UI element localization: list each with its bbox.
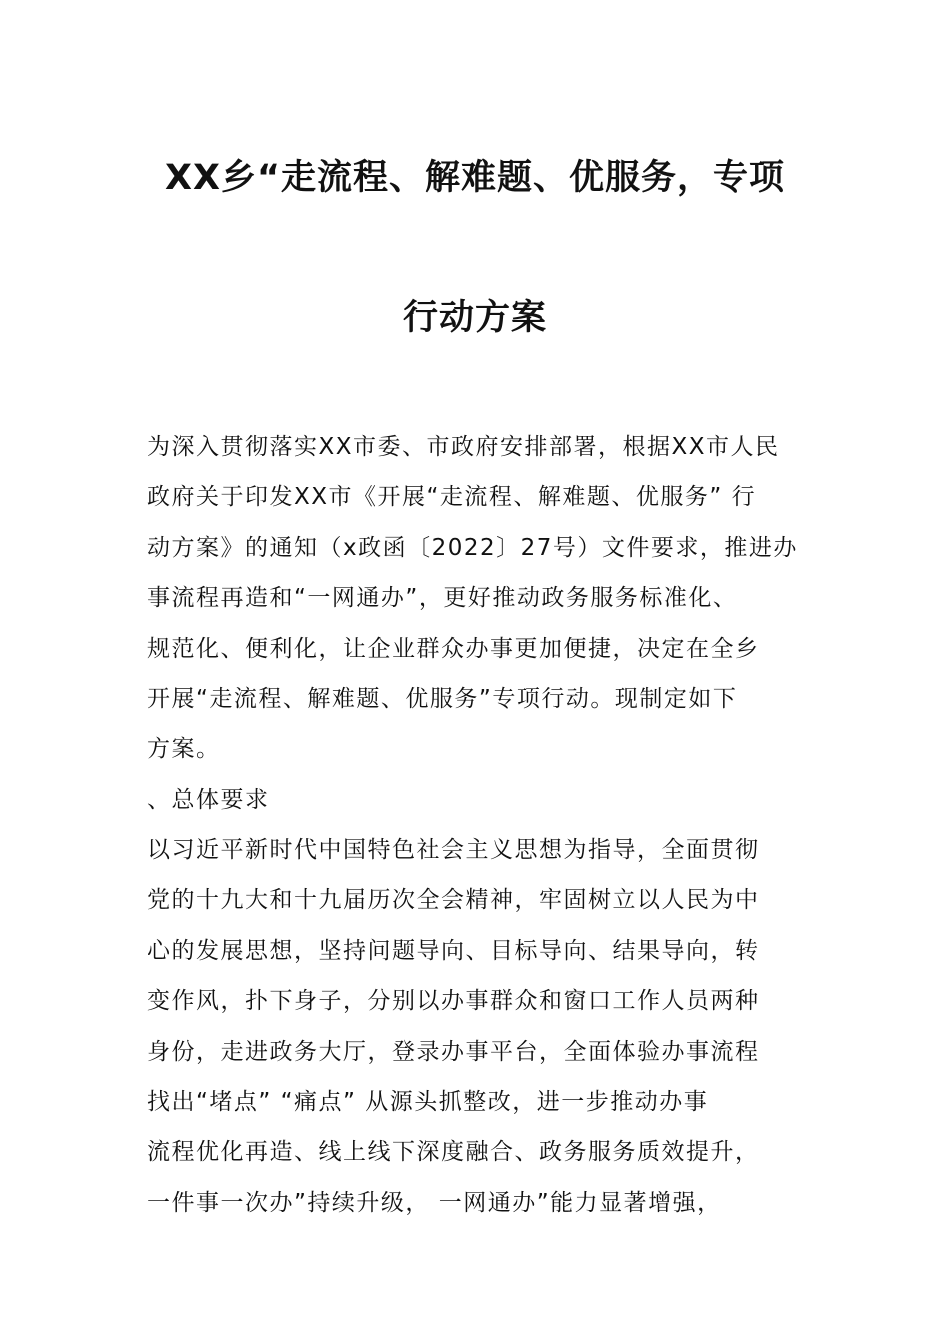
section-heading-text: 、总体要求 (147, 787, 270, 813)
document-title-line-2: 行动方案 (402, 298, 547, 338)
section-line: 心的发展思想，坚持问题导向、目标导向、结果导向，转 (147, 937, 760, 964)
intro-line: 方案。 (147, 736, 221, 763)
section-line: 以习近平新时代中国特色社会主义思想为指导，全面贯彻 (147, 837, 760, 863)
intro-line: 规范化、便利化，让企业群众办事更加便捷，决定在全乡 (147, 635, 760, 662)
section-line: 身份，走进政务大厅，登录办事平台，全面体验办事流程 (147, 1038, 760, 1065)
intro-paragraph (147, 422, 807, 775)
intro-line: 开展“走流程、解难题、优服务”专项行动。现制定如下 (147, 685, 738, 712)
intro-line: 事流程再造和“一网通办”，更好推动政务服务标准化、 (147, 585, 738, 612)
section-line: 党的十九大和十九届历次全会精神，牢固树立以人民为中 (147, 887, 760, 914)
intro-line: 为深入贯彻落实XX市委、市政府安排部署，根据XX市人民 (147, 434, 780, 460)
section-heading (147, 775, 807, 825)
section-paragraph (147, 825, 807, 1228)
section-line: 找出“堵点” “痛点” 从源头抓整改，进一步推动办事 (147, 1088, 709, 1115)
document-title-line-1: XX乡“走流程、解难题、优服务，专项 (165, 158, 785, 198)
section-line: 一件事一次办”持续升级， 一网通办”能力显著增强， (147, 1189, 722, 1216)
intro-line: 政府关于印发XX市《开展“走流程、解难题、优服务” 行 (147, 484, 757, 511)
intro-line: 动方案》的通知（x政函〔2022〕27号）文件要求，推进办 (147, 534, 798, 561)
section-line: 流程优化再造、线上线下深度融合、政务服务质效提升， (147, 1139, 760, 1166)
section-line: 变作风，扑下身子，分别以办事群众和窗口工作人员两种 (147, 988, 760, 1015)
